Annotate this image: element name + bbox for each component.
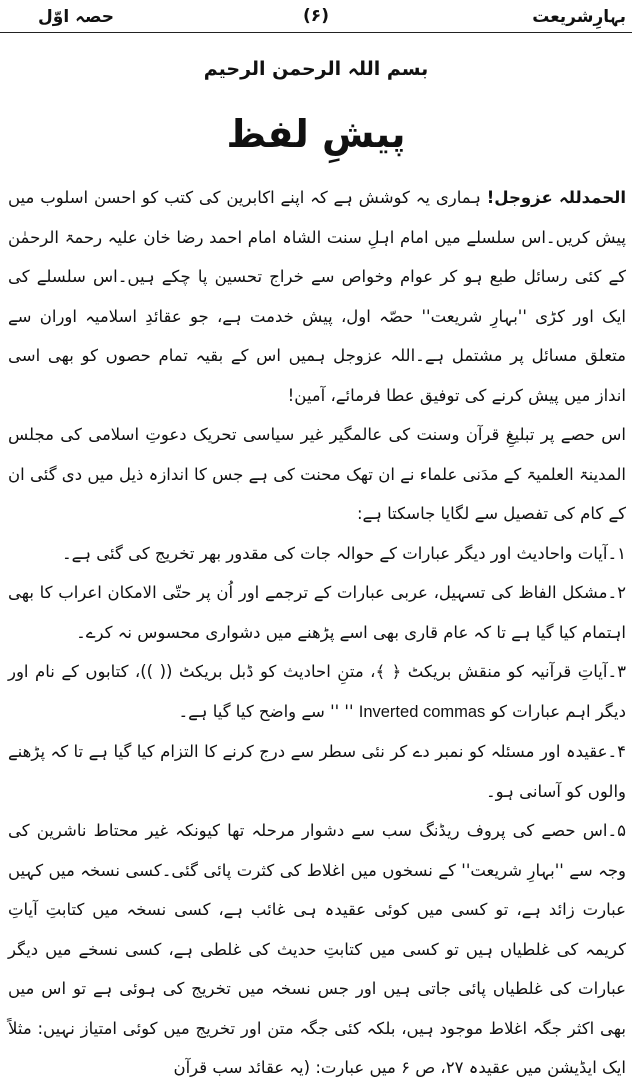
body-text [8,178,626,1088]
paragraph-text: اس حصے پر تبلیغِ قرآن وسنت کی عالمگیر غیر سیاسی تحریک دعوتِ اسلامی کی مجلس المدینۃ العلمیۃ کے مدَنی علماء نے ان تھک محنت کی ہے جس کا اندازہ ذیل میں دی گئی ان کے کام کی تفصیل سے لگایا جاسکتا ہے: [8,425,626,523]
latin-term: Inverted commas [358,702,486,721]
paragraph-text: ۱۔آیات واحادیث اور دیگر عبارات کے حوالہ جات کی مقدور بھر تخریج کی گئی ہے۔ [61,543,626,563]
list-item-4 [8,732,626,811]
page-title: پیشِ لفظ [226,112,406,156]
list-item-2 [8,573,626,652]
paragraph-work-description [8,415,626,534]
paragraph-text: ۴۔عقیدہ اور مسئلہ کو نمبر دے کر نئی سطر سے درج کرنے کا التزام کیا گیا ہے تا کہ پڑھنے والوں کو آسانی ہو۔ [8,742,626,801]
list-item-1 [8,534,626,574]
header-page-number: (۶) [303,6,329,26]
paragraph-text: '' '' سے واضح کیا گیا ہے۔ [178,701,354,721]
list-item-3 [8,652,626,732]
opening-phrase: الحمدللہ عزوجل! [486,188,626,207]
paragraph-text: ہماری یہ کوشش ہے کہ اپنے اکابرین کی کتب کو احسن اسلوب میں پیش کریں۔اس سلسلے میں امام اہلِ سنت الشاہ امام احمد رضا خان علیہ رحمۃ الرحمٰن کے کئی رسائل طبع ہو کر عوام وخواص سے خراج تحسین پا چکے ہیں۔اس سلسلے کی ایک اور کڑی ''بہارِ شریعت'' حصّہ اول، پیش خدمت ہے، جو عقائدِ اسلامیہ اوران سے متعلق مسائل پر مشتمل ہے۔اللہ عزوجل ہمیں اس کے بقیہ تمام حصوں کو بھی اسی انداز میں پیش کرنے کی توفیق عطا فرمائے، آمین! [8,188,626,405]
header-part: حصہ اوّل [38,7,115,27]
paragraph-text: ۳۔آیاتِ قرآنیہ کو منقش بریکٹ ﴿ ﴾، متنِ احادیث کو ڈبل بریکٹ (( ))، کتابوں کے نام اور دیگر اہم عبارات کو [8,662,626,721]
paragraph-text: ۲۔مشکل الفاظ کی تسہیل، عربی عبارات کے ترجمے اور اُن پر حتّی الامکان اعراب کا بھی اہتمام کیا گیا ہے تا کہ عام قاری بھی اسے پڑھنے میں دشواری محسوس نہ کرے۔ [8,583,626,642]
list-item-5 [8,811,626,1088]
paragraph-text: ۵۔اس حصے کی پروف ریڈنگ سب سے دشوار مرحلہ تھا کیونکہ غیر محتاط ناشرین کی وجہ سے ''بہارِ شریعت'' کے نسخوں میں اغلاط کی کثرت پائی گئی۔کسی نسخہ میں کہیں عبارت زائد ہے، تو کسی میں کوئی عقیدہ ہی غائب ہے، کسی نسخہ میں کتابتِ آیاتِ کریمہ کی غلطیاں ہیں تو کسی میں کتابتِ حدیث کی غلطی ہے، کسی نسخے میں دیگر عبارات کی غلطیاں پائی جاتی ہیں اور جس نسخہ میں تخریج کی ہوئی ہے تو اس میں بھی اکثر جگہ اغلاط موجود ہیں، بلکہ کئی جگہ متن اور تخریج میں کوئی امتیاز نہیں: مثلاً ایک ایڈیشن میں عقیدہ ۲۷، ص ۶ میں عبارت: (یہ عقائد سب قرآن [8,821,626,1077]
page-header [0,4,632,33]
header-book-title: بہارِشریعت [532,7,626,27]
bismillah: بسم اللہ الرحمن الرحیم [203,58,429,80]
paragraph-intro [8,178,626,415]
